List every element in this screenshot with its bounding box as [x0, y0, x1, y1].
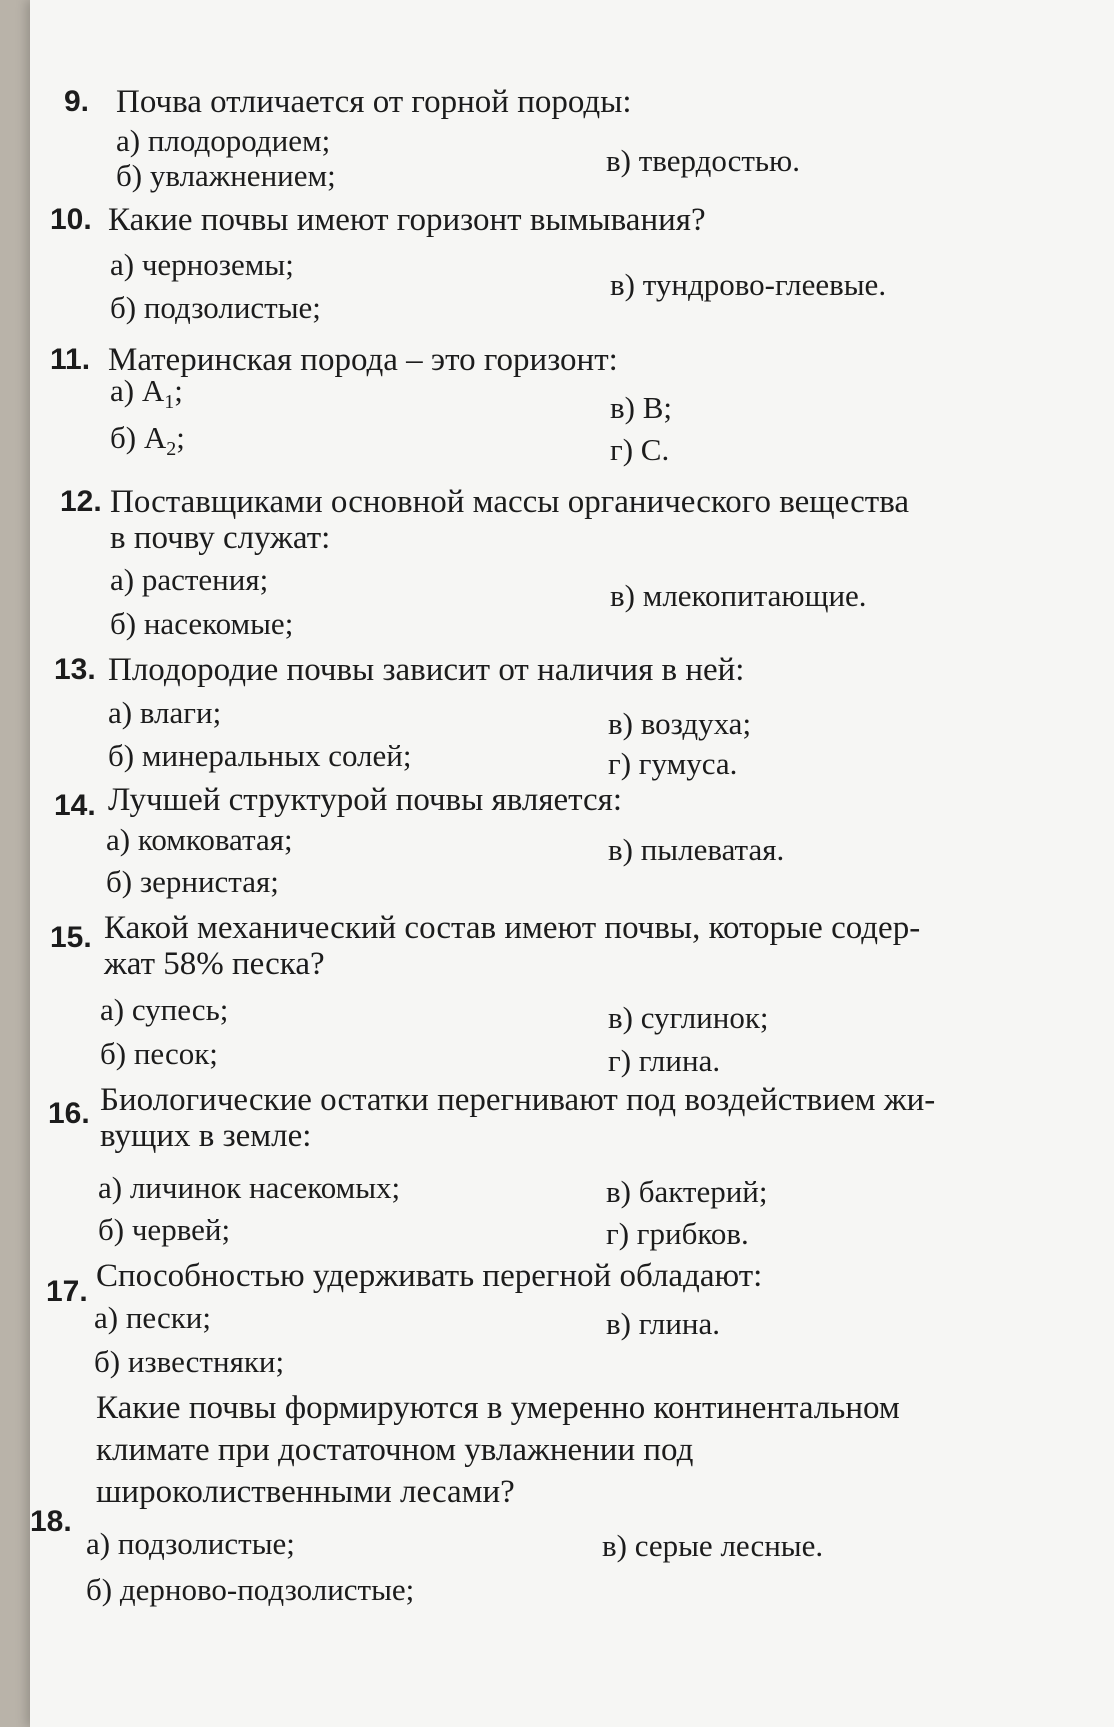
question-text-line-2: жат 58% песка?: [104, 946, 325, 982]
option-b: б) песок;: [100, 1036, 218, 1071]
option-g: г) гумуса.: [608, 746, 738, 781]
question-text-line-2: климате при достаточном увлажнении под: [96, 1432, 694, 1468]
option-b: б) известняки;: [94, 1344, 285, 1379]
question-number: 13.: [54, 653, 96, 686]
option-v: в) глина.: [606, 1306, 721, 1341]
question-text-line-3: широколиственными лесами?: [96, 1474, 515, 1510]
option-v: в) млекопитающие.: [610, 578, 867, 613]
question-text: Почва отличается от горной породы:: [116, 84, 632, 120]
option-a: а) личинок насекомых;: [98, 1170, 401, 1205]
option-v: в) пылеватая.: [608, 832, 785, 867]
option-b: б) $A_2$;: [110, 420, 185, 461]
option-a: а) влаги;: [108, 695, 222, 730]
question-number: 12.: [60, 485, 102, 518]
option-g: г) глина.: [608, 1043, 721, 1078]
question-number: 14.: [54, 789, 96, 822]
question-text: Лучшей структурой почвы является:: [108, 782, 622, 818]
option-a: а) пески;: [94, 1300, 211, 1335]
option-a: а) $A_1$;: [110, 373, 183, 414]
option-v: в) суглинок;: [608, 1000, 769, 1035]
question-text: Плодородие почвы зависит от наличия в ней:: [108, 652, 745, 688]
option-a: а) супесь;: [100, 992, 229, 1027]
option-v: в) бактерий;: [606, 1174, 768, 1209]
option-b: б) дерново-подзолистые;: [86, 1572, 415, 1607]
question-text-line-2: в почву служат:: [110, 520, 331, 556]
question-number: 15.: [50, 921, 92, 954]
question-text-line-1: Поставщиками основной массы органического вещества: [110, 484, 910, 520]
option-b: б) подзолистые;: [110, 290, 321, 325]
option-g: г) C.: [610, 432, 670, 467]
option-a: а) растения;: [110, 562, 269, 597]
option-a: а) черноземы;: [110, 247, 294, 282]
question-text-line-1: Какие почвы формируются в умеренно континентальном: [96, 1390, 900, 1426]
question-number: 18.: [30, 1505, 72, 1538]
question-number: 16.: [48, 1097, 90, 1130]
option-b: б) червей;: [98, 1212, 231, 1247]
question-number: 17.: [46, 1275, 88, 1308]
question-text: Способностью удерживать перегной обладают:: [96, 1258, 763, 1294]
question-number: 9.: [64, 85, 90, 118]
option-v: в) воздуха;: [608, 706, 752, 741]
option-a: а) подзолистые;: [86, 1526, 295, 1561]
option-b: б) зернистая;: [106, 864, 279, 899]
question-text: Какие почвы имеют горизонт вымывания?: [108, 202, 706, 238]
question-text-line-1: Биологические остатки перегнивают под воздействием жи-: [100, 1082, 936, 1118]
option-v: в) твердостью.: [606, 143, 800, 178]
option-b: б) насекомые;: [110, 606, 294, 641]
question-text-line-1: Какой механический состав имеют почвы, которые содер-: [104, 910, 921, 946]
option-b: б) увлажнением;: [116, 158, 336, 193]
question-text-line-2: вущих в земле:: [100, 1118, 312, 1154]
question-number: 11.: [50, 343, 91, 376]
option-a: а) комковатая;: [106, 822, 293, 857]
worksheet-page: [30, 0, 1114, 1727]
option-g: г) грибков.: [606, 1216, 749, 1251]
option-v: в) B;: [610, 390, 672, 425]
question-text: Материнская порода – это горизонт:: [108, 342, 618, 378]
option-v: в) тундрово-глеевые.: [610, 267, 887, 302]
option-b: б) минеральных солей;: [108, 738, 412, 773]
option-v: в) серые лесные.: [602, 1528, 824, 1563]
question-number: 10.: [50, 203, 92, 236]
option-a: а) плодородием;: [116, 123, 331, 158]
